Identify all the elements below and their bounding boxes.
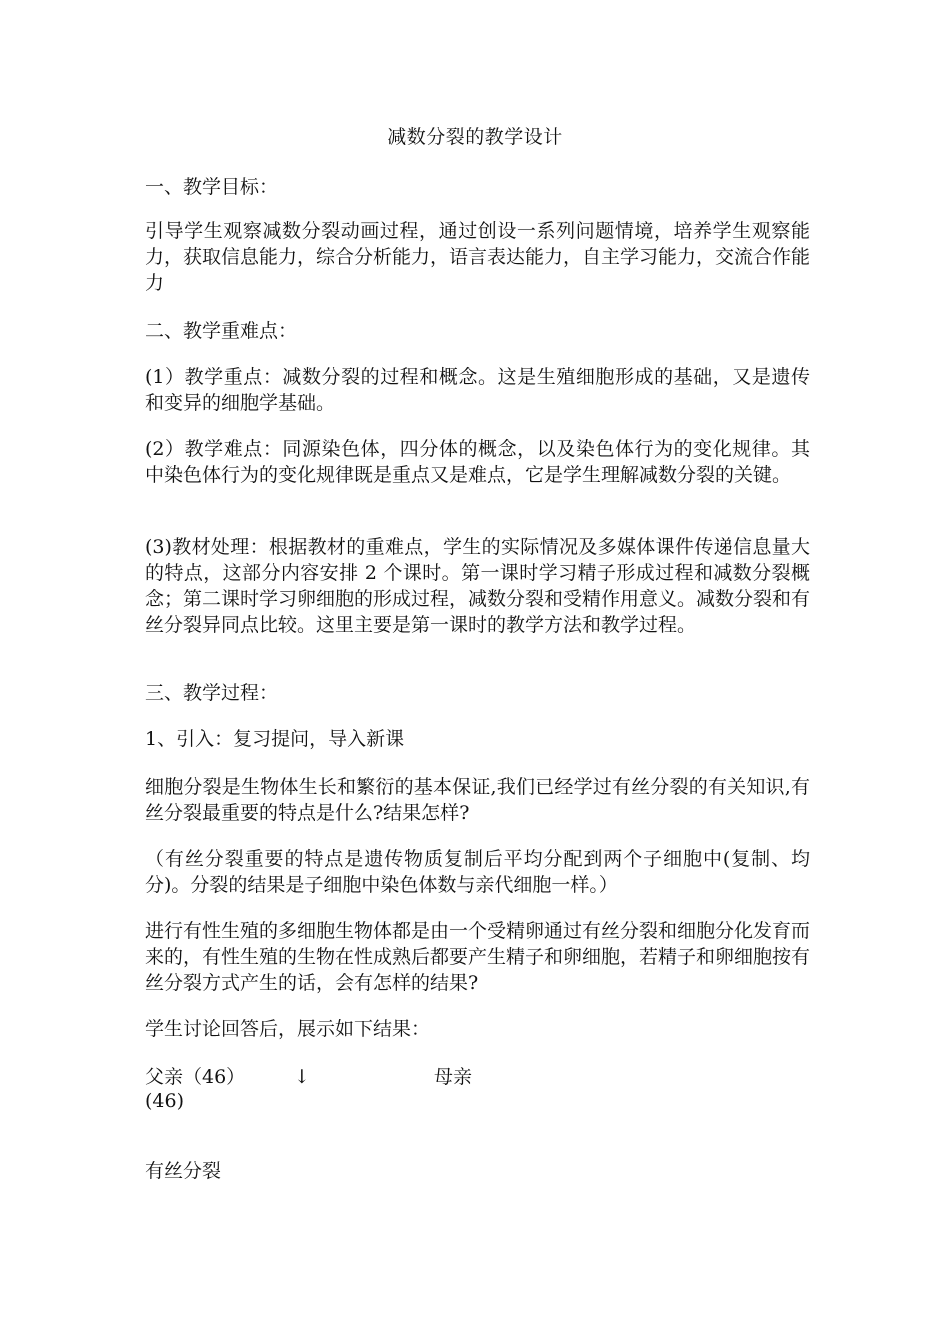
mother-chromosome-count: (46) [145, 1090, 185, 1112]
objectives-paragraph: 引导学生观察减数分裂动画过程，通过创设一系列问题情境，培养学生观察能力，获取信息能力，综合分析能力，语言表达能力，自主学习能力，交流合作能力 [145, 220, 811, 294]
sexual-reproduction-paragraph: 进行有性生殖的多细胞生物体都是由一个受精卵通过有丝分裂和细胞分化发育而来的，有性生殖的生物在性成熟后都要产生精子和卵细胞，若精子和卵细胞按有丝分裂方式产生的话，会有怎样的结果? [145, 920, 811, 994]
mitosis-answer-paragraph: （有丝分裂重要的特点是遗传物质复制后平均分配到两个子细胞中(复制、均分)。分裂的结果是子细胞中染色体数与亲代细胞一样。） [145, 848, 810, 896]
section-heading-objectives: 一、教学目标： [145, 176, 279, 198]
material-handling-paragraph: (3)教材处理：根据教材的重难点，学生的实际情况及多媒体课件传递信息量大的特点，这部分内容安排 2 个课时。第一课时学习精子形成过程和减数分裂概念；第二课时学习卵细胞的形成过程，减数分裂和受精作用意义。减数分裂和有丝分裂异同点比较。这里主要是第一课时的教学方法和教学过程。 [145, 536, 811, 636]
down-arrow-icon: ↓ [294, 1066, 310, 1088]
review-question-paragraph: 细胞分裂是生物体生长和繁衍的基本保证,我们已经学过有丝分裂的有关知识,有丝分裂最重要的特点是什么?结果怎样? [145, 776, 810, 824]
document-title: 减数分裂的教学设计 [387, 126, 563, 148]
mitosis-label: 有丝分裂 [145, 1160, 222, 1182]
difficult-point-paragraph: (2）教学难点：同源染色体，四分体的概念，以及染色体行为的变化规律。其中染色体行为的变化规律既是重点又是难点，它是学生理解减数分裂的关键。 [145, 438, 810, 486]
section-heading-key-points: 二、教学重难点： [145, 320, 298, 342]
mother-label: 母亲 [434, 1066, 473, 1088]
section-heading-process: 三、教学过程： [145, 682, 279, 704]
discussion-paragraph: 学生讨论回答后，展示如下结果： [145, 1018, 431, 1040]
key-point-paragraph: (1）教学重点：减数分裂的过程和概念。这是生殖细胞形成的基础，又是遗传和变异的细胞学基础。 [145, 366, 810, 414]
step1-heading: 1、引入：复习提问，导入新课 [145, 728, 405, 750]
father-label: 父亲（46） [145, 1066, 246, 1088]
